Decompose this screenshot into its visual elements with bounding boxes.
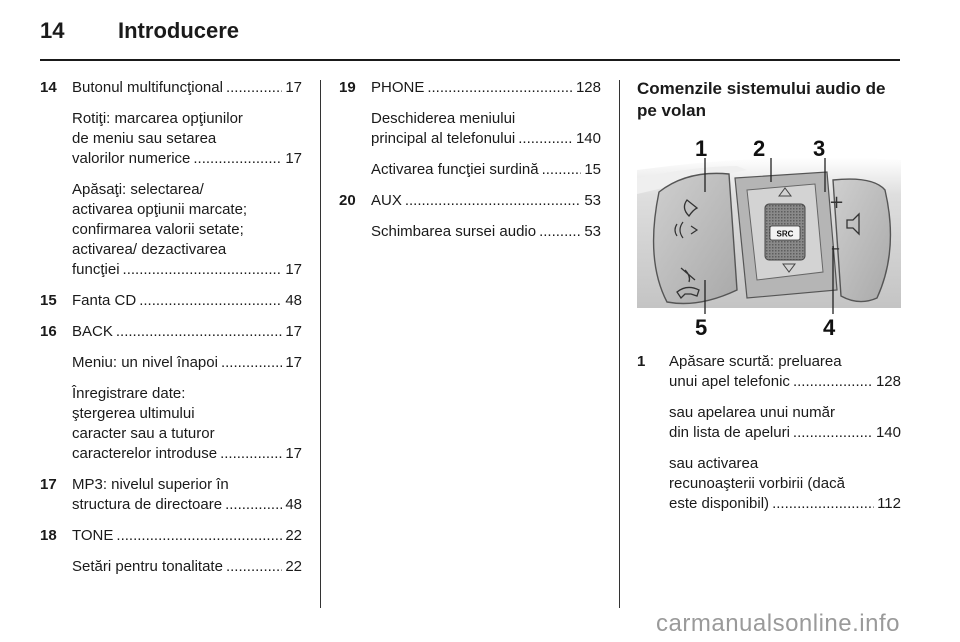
entry-line [72, 291, 302, 311]
entry-number: 14 [40, 79, 57, 96]
index-entry [637, 403, 901, 443]
entry-line [72, 322, 302, 342]
steering-wheel-illustration [637, 130, 901, 342]
index-entry [40, 291, 302, 311]
entry-text: BACK [72, 323, 113, 340]
entry-line [669, 423, 901, 443]
entry-text: Rotiţi: marcarea opţiunilor [72, 110, 243, 127]
entry-line [72, 220, 302, 240]
entry-gap [40, 311, 302, 322]
entry-line [72, 260, 302, 280]
leader-dots [226, 557, 282, 577]
entry-text: sau apelarea unui număr [669, 404, 835, 421]
entry-text: ştergerea ultimului [72, 405, 195, 422]
index-entry [339, 222, 601, 242]
entry-line [72, 424, 302, 444]
leader-dots [542, 160, 582, 180]
entry-text: Schimbarea sursei audio [371, 223, 537, 240]
index-entry [40, 109, 302, 169]
entry-text: principal al telefonului [371, 130, 516, 147]
column-divider-2 [619, 80, 620, 608]
entry-text: Activarea funcţiei surdină [371, 161, 539, 178]
entry-gap [40, 169, 302, 180]
entry-text: Deschiderea meniului [371, 110, 516, 127]
leader-dots [116, 322, 282, 342]
index-entry [339, 191, 601, 211]
entry-text: AUX [371, 192, 402, 209]
entry-gap [40, 373, 302, 384]
callout-4: 4 [823, 315, 836, 340]
entry-text: Apăsare scurtă: preluarea [669, 353, 842, 370]
entry-text: unui apel telefonic [669, 373, 790, 390]
index-entry [40, 78, 302, 98]
entry-line [371, 160, 601, 180]
volume-up-symbol: + [829, 192, 845, 213]
page-reference: 53 [584, 223, 601, 240]
page-reference: 48 [285, 496, 302, 513]
entry-gap [339, 98, 601, 109]
page-reference: 17 [285, 323, 302, 340]
entry-text: sau activarea [669, 455, 759, 472]
page-reference: 17 [285, 445, 302, 462]
entry-line [669, 454, 901, 474]
index-entry [40, 384, 302, 464]
entry-line [72, 109, 302, 129]
entry-text: PHONE [371, 79, 425, 96]
volume-down-symbol: – [831, 238, 840, 259]
index-entry [40, 557, 302, 577]
entry-text: MP3: nivelul superior în [72, 476, 229, 493]
entry-text: confirmarea valorii setate; [72, 221, 244, 238]
page-number: 14 [40, 18, 65, 43]
page-reference: 17 [285, 79, 302, 96]
entry-line [72, 240, 302, 260]
watermark: carmanualsonline.info [656, 610, 900, 637]
leader-dots [518, 129, 573, 149]
index-entry [40, 526, 302, 546]
page-title: Introducere [118, 18, 240, 43]
entry-line [72, 78, 302, 98]
column-2 [339, 78, 601, 242]
entry-gap [339, 211, 601, 222]
column-divider-1 [320, 80, 321, 608]
entry-gap [40, 515, 302, 526]
entry-gap [637, 392, 901, 403]
column-3 [637, 78, 901, 122]
entry-gap [40, 98, 302, 109]
entry-text: caracterelor introduse [72, 445, 218, 462]
entry-text: structura de directoare [72, 496, 223, 513]
index-entry [339, 78, 601, 98]
index-entry [40, 322, 302, 342]
entry-gap [40, 546, 302, 557]
callout-2: 2 [753, 136, 766, 161]
page-reference: 112 [877, 495, 901, 512]
entry-gap [339, 149, 601, 160]
leader-dots [220, 444, 282, 464]
entry-gap [40, 280, 302, 291]
index-entry [40, 180, 302, 280]
entry-line [669, 352, 901, 372]
entry-text: Apăsaţi: selectarea/ [72, 181, 204, 198]
entry-line [371, 191, 601, 211]
leader-dots [405, 191, 581, 211]
leader-dots [221, 353, 282, 373]
entry-line [72, 526, 302, 546]
steering-wheel-figure [637, 130, 901, 342]
entry-line [72, 444, 302, 464]
entry-number: 20 [339, 192, 356, 209]
entry-line [669, 372, 901, 392]
entry-line [669, 494, 901, 514]
page-reference: 17 [285, 150, 302, 167]
entry-number: 16 [40, 323, 57, 340]
entry-text: Setări pentru tonalitate [72, 558, 223, 575]
entry-text: TONE [72, 527, 114, 544]
entry-number: 15 [40, 292, 57, 309]
page-reference: 22 [285, 527, 302, 544]
entry-line [72, 495, 302, 515]
leader-dots [139, 291, 282, 311]
page-reference: 128 [575, 79, 601, 96]
entry-line [371, 222, 601, 242]
entry-text: valorilor numerice [72, 150, 191, 167]
entry-text: Butonul multifuncţional [72, 79, 223, 96]
entry-line [371, 109, 601, 129]
leader-dots [226, 78, 282, 98]
section-title: Comenzile sistemului audio de pe volan [637, 79, 886, 120]
page-reference: 17 [285, 261, 302, 278]
page-reference: 17 [285, 354, 302, 371]
leader-dots [123, 260, 283, 280]
entry-number: 19 [339, 79, 356, 96]
entry-text: activarea opţiunii marcate; [72, 201, 248, 218]
entry-number: 1 [637, 353, 646, 370]
entry-text: de meniu sau setarea [72, 130, 217, 147]
leader-dots [793, 423, 873, 443]
leader-dots [225, 495, 282, 515]
entry-gap [40, 342, 302, 353]
leader-dots [116, 526, 282, 546]
entry-line [72, 557, 302, 577]
page-reference: 140 [875, 424, 901, 441]
entry-line [371, 78, 601, 98]
entry-line [669, 403, 901, 423]
entry-text: Fanta CD [72, 292, 137, 309]
entry-number: 18 [40, 527, 57, 544]
src-button-label: SRC [776, 229, 794, 239]
entry-text: din lista de apeluri [669, 424, 790, 441]
entry-text: funcţiei [72, 261, 120, 278]
entry-gap [339, 180, 601, 191]
page-reference: 15 [584, 161, 601, 178]
entry-line [72, 200, 302, 220]
entry-line [72, 129, 302, 149]
callout-3: 3 [813, 136, 826, 161]
index-entry [40, 353, 302, 373]
entry-text: este disponibil) [669, 495, 770, 512]
leader-dots [793, 372, 873, 392]
entry-text: caracter sau a tuturor [72, 425, 215, 442]
callout-1: 1 [695, 136, 708, 161]
page-reference: 48 [285, 292, 302, 309]
index-entry [40, 475, 302, 515]
index-entry [339, 109, 601, 149]
leader-dots [427, 78, 573, 98]
entry-line [371, 129, 601, 149]
page-reference: 53 [584, 192, 601, 209]
entry-number: 17 [40, 476, 57, 493]
leader-dots [539, 222, 581, 242]
entry-line [72, 404, 302, 424]
index-entry [339, 160, 601, 180]
entry-line [72, 475, 302, 495]
entry-text: activarea/ dezactivarea [72, 241, 227, 258]
column-3-entries [637, 352, 901, 514]
entry-line [72, 384, 302, 404]
leader-dots [193, 149, 282, 169]
page-reference: 128 [875, 373, 901, 390]
entry-line [669, 474, 901, 494]
page-reference: 140 [575, 130, 601, 147]
index-entry [637, 352, 901, 392]
index-entry [637, 454, 901, 514]
leader-dots [772, 494, 874, 514]
entry-text: Meniu: un nivel înapoi [72, 354, 218, 371]
page-reference: 22 [285, 558, 302, 575]
entry-line [72, 353, 302, 373]
entry-gap [40, 464, 302, 475]
column-1 [40, 78, 302, 577]
entry-gap [637, 443, 901, 454]
entry-text: Înregistrare date: [72, 385, 186, 402]
entry-line [72, 180, 302, 200]
entry-line [72, 149, 302, 169]
header-rule [40, 59, 900, 61]
callout-5: 5 [695, 315, 708, 340]
entry-text: recunoaşterii vorbirii (dacă [669, 475, 845, 492]
